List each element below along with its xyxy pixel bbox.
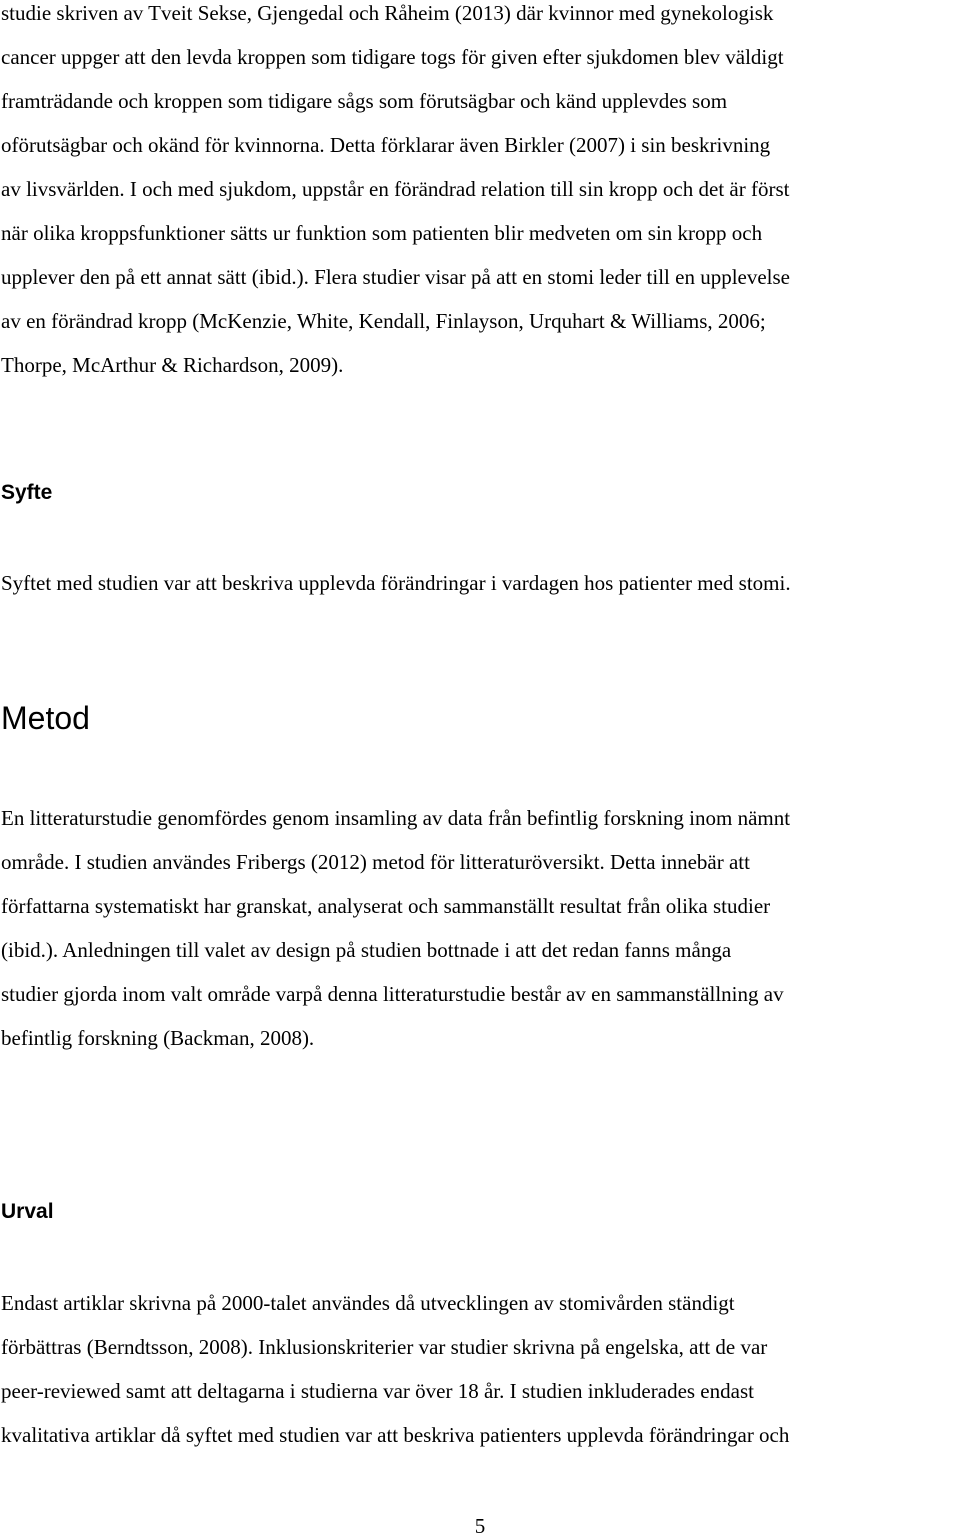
text-line: av livsvärlden. I och med sjukdom, uppstår en förändrad relation till sin kropp och det är först xyxy=(1,177,790,201)
heading-urval: Urval xyxy=(1,1200,54,1223)
text-line: En litteraturstudie genomfördes genom insamling av data från befintlig forskning inom nämnt xyxy=(1,806,791,830)
text-line: oförutsägbar och okänd för kvinnorna. Detta förklarar även Birkler (2007) i sin beskrivning xyxy=(1,133,771,157)
text-line: upplever den på ett annat sätt (ibid.). Flera studier visar på att en stomi leder till en upplevelse xyxy=(1,265,791,289)
text-line: Endast artiklar skrivna på 2000-talet användes då utvecklingen av stomivården ständigt xyxy=(1,1291,735,1315)
text-line: kvalitativa artiklar då syftet med studien var att beskriva patienters upplevda förändringar och xyxy=(1,1423,790,1447)
text-line: område. I studien användes Fribergs (2012) metod för litteraturöversikt. Detta innebär att xyxy=(1,850,750,874)
text-line: studie skriven av Tveit Sekse, Gjengedal och Råheim (2013) där kvinnor med gynekologisk xyxy=(1,1,774,25)
text-line: författarna systematiskt har granskat, analyserat och sammanställt resultat från olika studier xyxy=(1,894,771,918)
text-line: peer-reviewed samt att deltagarna i studierna var över 18 år. I studien inkluderades endast xyxy=(1,1379,754,1403)
text-line: av en förändrad kropp (McKenzie, White, Kendall, Finlayson, Urquhart & Williams, 2006; xyxy=(1,309,766,333)
text-line: Syftet med studien var att beskriva upplevda förändringar i vardagen hos patienter med stomi. xyxy=(1,571,791,595)
text-line: befintlig forskning (Backman, 2008). xyxy=(1,1026,315,1050)
page-number: 5 xyxy=(474,1514,486,1538)
heading-syfte: Syfte xyxy=(1,481,53,504)
text-line: (ibid.). Anledningen till valet av design på studien bottnade i att det redan fanns många xyxy=(1,938,732,962)
text-line: Thorpe, McArthur & Richardson, 2009). xyxy=(1,353,344,377)
text-line: när olika kroppsfunktioner sätts ur funktion som patienten blir medveten om sin kropp och xyxy=(1,221,763,245)
paragraph-intro xyxy=(1,0,790,387)
paragraph-metod xyxy=(1,796,790,1060)
paragraph-syfte xyxy=(1,561,791,605)
paragraph-urval xyxy=(1,1281,789,1457)
heading-metod: Metod xyxy=(1,700,90,736)
text-line: studier gjorda inom valt område varpå denna litteraturstudie består av en sammanställning av xyxy=(1,982,784,1006)
text-line: framträdande och kroppen som tidigare sågs som förutsägbar och känd upplevdes som xyxy=(1,89,728,113)
text-line: cancer uppger att den levda kroppen som tidigare togs för given efter sjukdomen blev väldigt xyxy=(1,45,784,69)
text-line: förbättras (Berndtsson, 2008). Inklusionskriterier var studier skrivna på engelska, att de var xyxy=(1,1335,768,1359)
